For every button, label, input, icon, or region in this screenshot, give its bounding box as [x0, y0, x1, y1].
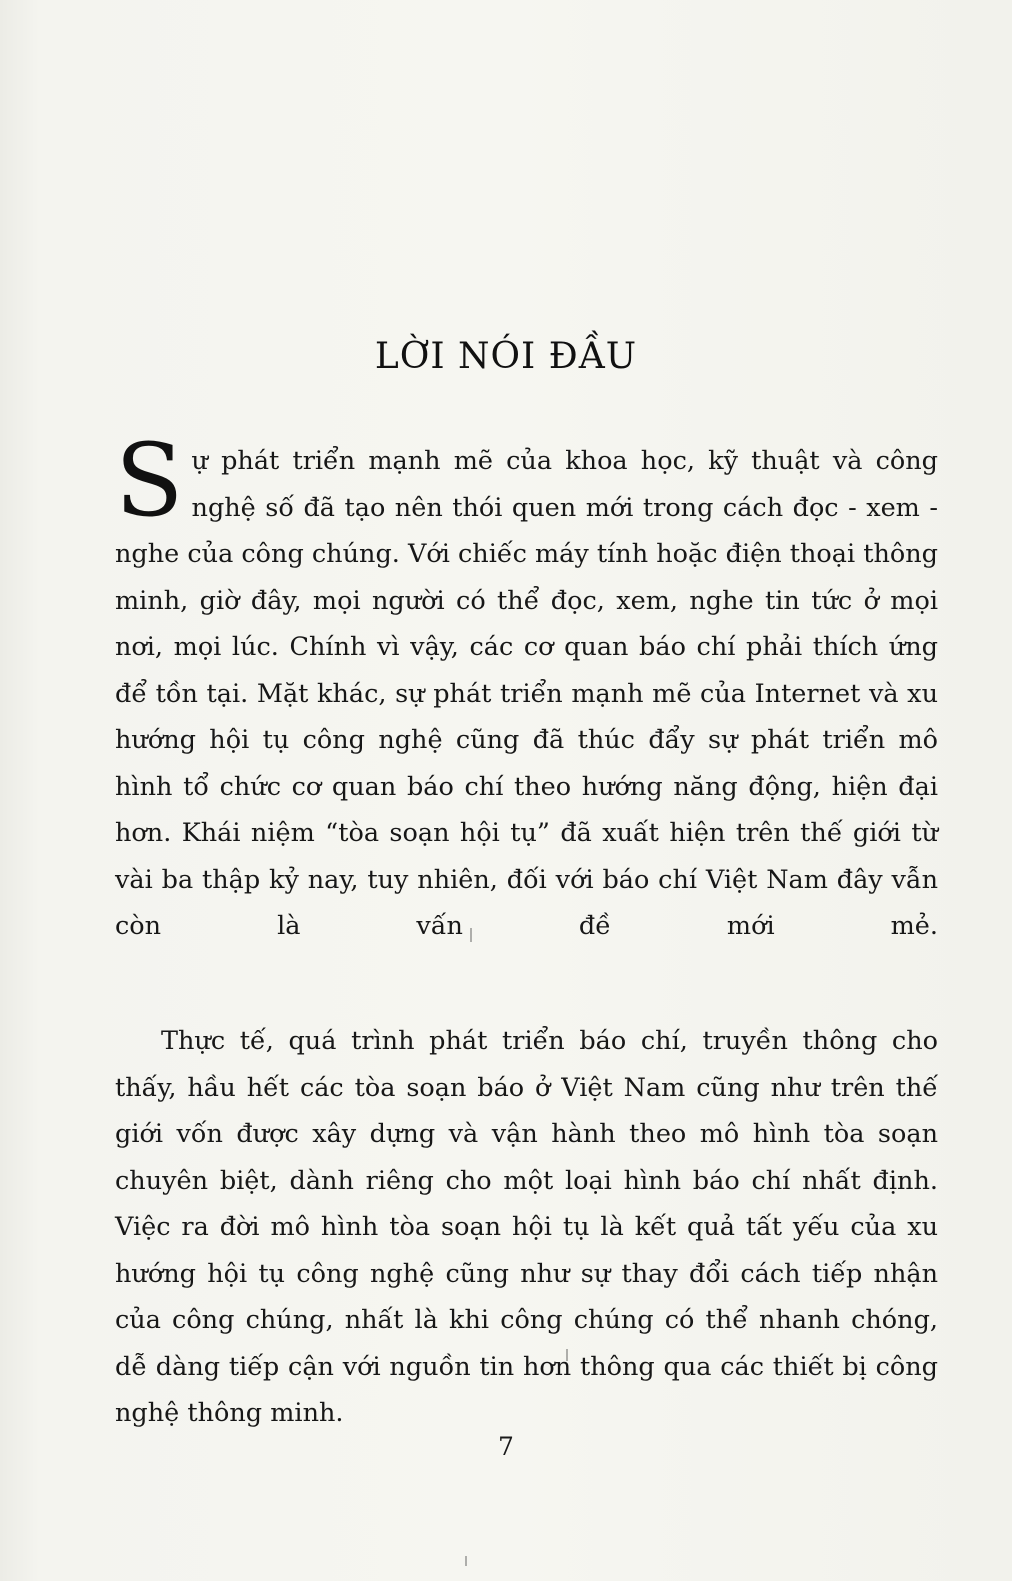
paragraph-1-text: ự phát triển mạnh mẽ của khoa học, kỹ thuật và công nghệ số đã tạo nên thói quen mới trong cách đọc - xem - nghe của công chúng. Với chiếc máy tính hoặc điện thoại thông minh, giờ đây, mọi người có thể đọc, xem, nghe tin tức ở mọi nơi, mọi lúc. Chính vì vậy, các cơ quan báo chí phải thích ứng để tồn tại. Mặt khác, sự phát triển mạnh mẽ của Internet và xu hướng hội tụ công nghệ cũng đã thúc đẩy sự phát triển mô hình tổ chức cơ quan báo chí theo hướng năng động, hiện đại hơn. Khái niệm “tòa soạn hội tụ” đã xuất hiện trên thế giới từ vài ba thập kỷ nay, tuy nhiên, đối với báo chí Việt Nam đây vẫn còn là vấn đề mới mẻ.: [115, 446, 938, 941]
print-mark: [566, 1349, 568, 1361]
chapter-title: LỜI NÓI ĐẦU: [374, 336, 638, 377]
drop-cap: S: [115, 422, 184, 539]
paragraph-2: Thực tế, quá trình phát triển báo chí, truyền thông cho thấy, hầu hết các tòa soạn báo ở Việt Nam cũng như trên thế giới vốn được xây dựng và vận hành theo mô hình tòa soạn chuyên biệt, dành riêng cho một loại hình báo chí nhất định. Việc ra đời mô hình tòa soạn hội tụ là kết quả tất yếu của xu hướng hội tụ công nghệ cũng như sự thay đổi cách tiếp nhận của công chúng, nhất là khi công chúng có thể nhanh chóng, dễ dàng tiếp cận với nguồn tin hơn thông qua các thiết bị công nghệ thông minh.: [115, 1026, 938, 1428]
print-mark: [465, 1556, 467, 1566]
page-number: 7: [498, 1432, 514, 1461]
paragraph-1: [115, 422, 938, 996]
print-mark: [470, 928, 472, 942]
body-text: [115, 422, 938, 1437]
